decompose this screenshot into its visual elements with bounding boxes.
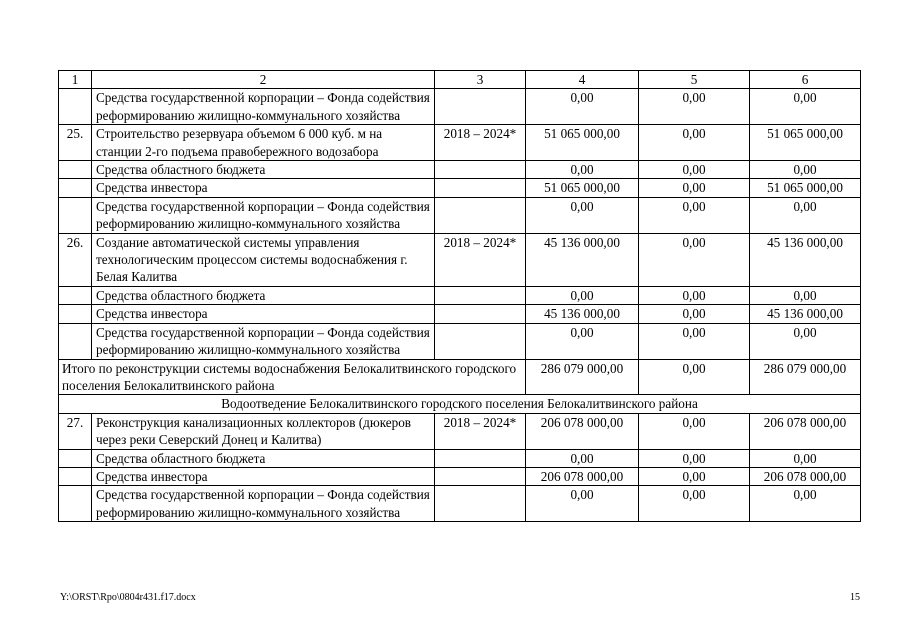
item-name: Средства инвестора [92,305,435,323]
header-cell: 5 [639,71,750,89]
item-number [59,179,92,197]
funding-source-row [59,179,861,197]
header-cell: 3 [435,71,526,89]
item-name: Средства государственной корпорации – Фонда содействия реформированию жилищно-коммунального хозяйства [92,197,435,233]
item-number: 27. [59,413,92,449]
item-name: Строительство резервуара объемом 6 000 куб. м на станции 2-го подъема правобережного водозабора [92,125,435,161]
item-number [59,449,92,467]
value-cell-5: 0,00 [639,197,750,233]
item-number [59,286,92,304]
item-row [59,413,861,449]
item-period [435,179,526,197]
header-cell: 6 [750,71,861,89]
value-cell-5: 0,00 [639,233,750,286]
item-name: Создание автоматической системы управления технологическим процессом системы водоснабжения г. Белая Калитва [92,233,435,286]
value-cell-6: 0,00 [750,449,861,467]
value-cell-6: 0,00 [750,323,861,359]
item-period: 2018 – 2024* [435,125,526,161]
value-cell-4: 206 078 000,00 [526,413,639,449]
section-row [59,395,861,413]
value-cell-6: 286 079 000,00 [750,359,861,395]
item-period [435,197,526,233]
item-number: 26. [59,233,92,286]
table-body [59,71,861,522]
item-number [59,305,92,323]
item-period [435,467,526,485]
value-cell-5: 0,00 [639,359,750,395]
item-name: Средства государственной корпорации – Фонда содействия реформированию жилищно-коммунального хозяйства [92,486,435,522]
value-cell-6: 0,00 [750,161,861,179]
header-cell: 4 [526,71,639,89]
funding-source-row [59,286,861,304]
value-cell-6: 51 065 000,00 [750,125,861,161]
item-number [59,89,92,125]
item-name: Реконструкция канализационных коллекторов (дюкеров через реки Северский Донец и Калитва) [92,413,435,449]
item-number [59,486,92,522]
total-row [59,359,861,395]
item-period [435,305,526,323]
total-label: Итого по реконструкции системы водоснабжения Белокалитвинского городского поселения Белокалитвинского района [59,359,526,395]
value-cell-4: 206 078 000,00 [526,467,639,485]
value-cell-5: 0,00 [639,413,750,449]
budget-table [58,70,861,522]
funding-source-row [59,89,861,125]
item-period [435,161,526,179]
value-cell-4: 0,00 [526,161,639,179]
value-cell-6: 45 136 000,00 [750,305,861,323]
value-cell-4: 45 136 000,00 [526,233,639,286]
value-cell-4: 51 065 000,00 [526,179,639,197]
value-cell-4: 0,00 [526,449,639,467]
value-cell-5: 0,00 [639,179,750,197]
item-name: Средства инвестора [92,467,435,485]
item-number [59,467,92,485]
value-cell-4: 51 065 000,00 [526,125,639,161]
value-cell-5: 0,00 [639,89,750,125]
item-row [59,125,861,161]
funding-source-row [59,467,861,485]
value-cell-4: 0,00 [526,89,639,125]
value-cell-6: 0,00 [750,286,861,304]
value-cell-6: 0,00 [750,197,861,233]
value-cell-4: 0,00 [526,323,639,359]
value-cell-5: 0,00 [639,161,750,179]
value-cell-5: 0,00 [639,125,750,161]
value-cell-4: 0,00 [526,197,639,233]
file-path: Y:\ORST\Rpo\0804r431.f17.docx [60,592,196,603]
page-number: 15 [850,592,860,603]
value-cell-6: 51 065 000,00 [750,179,861,197]
item-period: 2018 – 2024* [435,233,526,286]
item-row [59,233,861,286]
item-name: Средства государственной корпорации – Фонда содействия реформированию жилищно-коммунального хозяйства [92,89,435,125]
item-number [59,197,92,233]
value-cell-5: 0,00 [639,486,750,522]
item-number: 25. [59,125,92,161]
item-name: Средства областного бюджета [92,286,435,304]
value-cell-4: 45 136 000,00 [526,305,639,323]
value-cell-4: 0,00 [526,286,639,304]
table-header-row [59,71,861,89]
header-cell: 2 [92,71,435,89]
funding-source-row [59,323,861,359]
item-number [59,323,92,359]
funding-source-row [59,161,861,179]
item-period [435,286,526,304]
value-cell-5: 0,00 [639,286,750,304]
value-cell-6: 0,00 [750,89,861,125]
value-cell-5: 0,00 [639,467,750,485]
item-period [435,486,526,522]
item-name: Средства областного бюджета [92,161,435,179]
value-cell-4: 0,00 [526,486,639,522]
item-period [435,449,526,467]
section-title: Водоотведение Белокалитвинского городского поселения Белокалитвинского района [59,395,861,413]
item-period [435,323,526,359]
value-cell-6: 45 136 000,00 [750,233,861,286]
item-name: Средства государственной корпорации – Фонда содействия реформированию жилищно-коммунального хозяйства [92,323,435,359]
funding-source-row [59,486,861,522]
value-cell-6: 206 078 000,00 [750,467,861,485]
value-cell-4: 286 079 000,00 [526,359,639,395]
header-cell: 1 [59,71,92,89]
value-cell-6: 0,00 [750,486,861,522]
item-period: 2018 – 2024* [435,413,526,449]
value-cell-5: 0,00 [639,305,750,323]
item-number [59,161,92,179]
item-name: Средства областного бюджета [92,449,435,467]
funding-source-row [59,197,861,233]
item-period [435,89,526,125]
value-cell-5: 0,00 [639,323,750,359]
funding-source-row [59,305,861,323]
value-cell-6: 206 078 000,00 [750,413,861,449]
value-cell-5: 0,00 [639,449,750,467]
item-name: Средства инвестора [92,179,435,197]
funding-source-row [59,449,861,467]
